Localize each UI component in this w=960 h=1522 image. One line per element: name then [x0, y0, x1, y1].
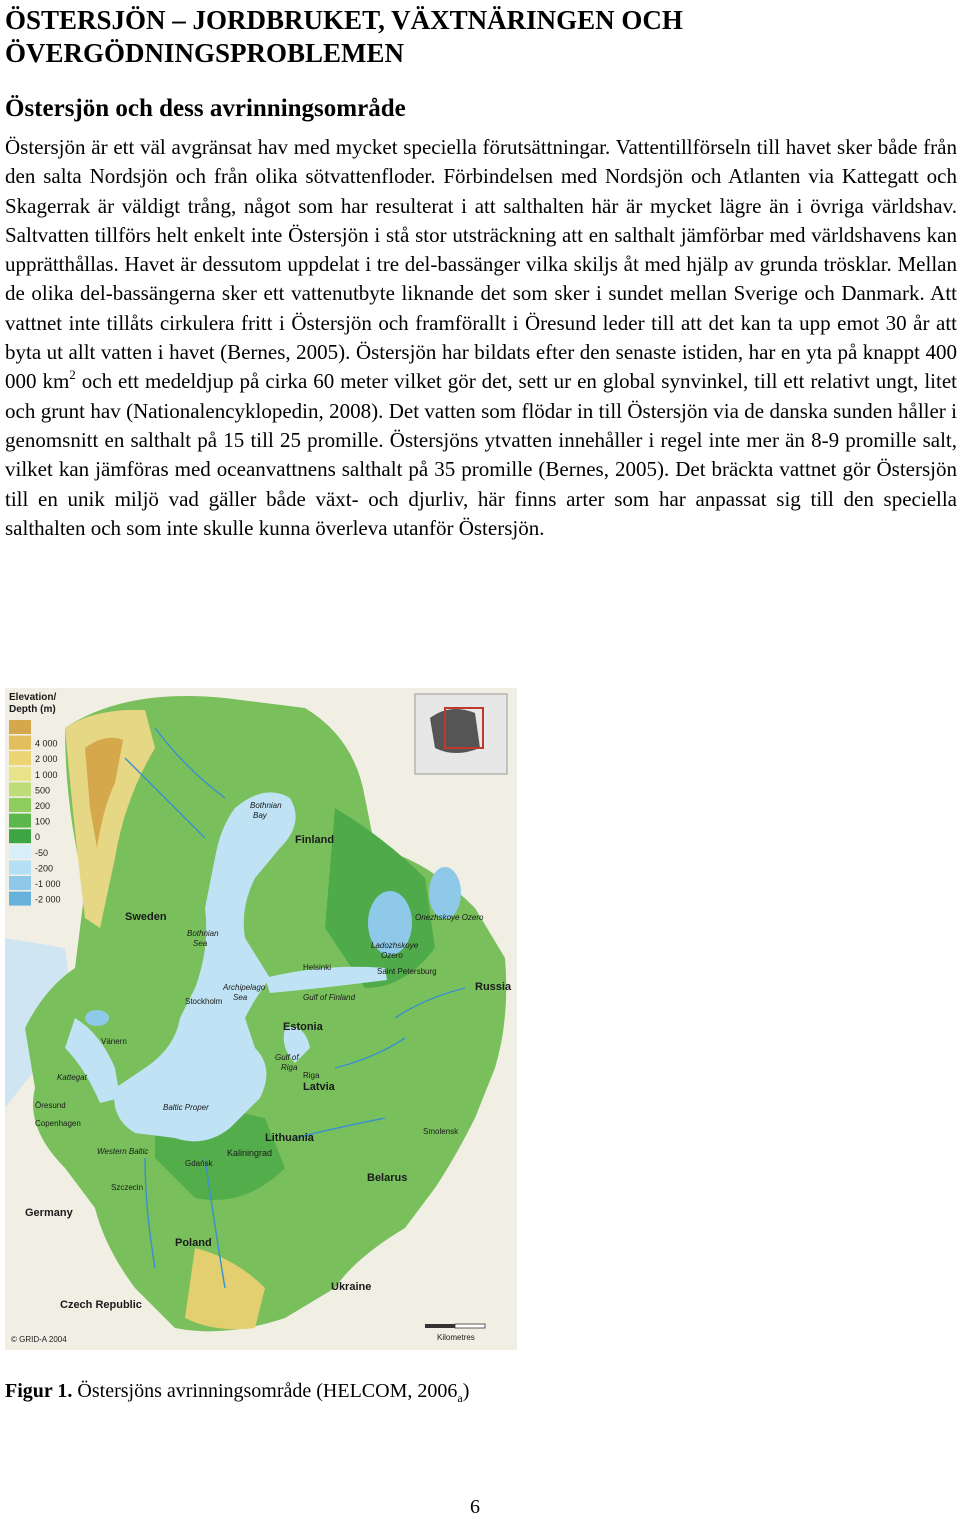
- label-stockholm: Stockholm: [185, 997, 223, 1006]
- label-ladoga-2: Ozero: [381, 951, 403, 960]
- label-belarus: Belarus: [367, 1172, 408, 1184]
- legend-label: -2 000: [35, 894, 61, 905]
- label-estonia: Estonia: [283, 1021, 323, 1033]
- legend-label: -200: [35, 863, 54, 874]
- legend-swatch: [9, 814, 31, 828]
- legend-label: 2 000: [35, 754, 58, 765]
- legend-label: 4 000: [35, 738, 58, 749]
- document-title: ÖSTERSJÖN – JORDBRUKET, VÄXTNÄRINGEN OCH ÖVERGÖDNINGSPROBLEMEN: [5, 5, 683, 68]
- label-riga: Riga: [303, 1071, 320, 1080]
- label-sweden: Sweden: [125, 911, 167, 923]
- caption-subscript: a: [457, 1391, 463, 1405]
- legend-swatch: [9, 798, 31, 812]
- figure-caption: [5, 1378, 469, 1411]
- label-oresund: Öresund: [35, 1101, 66, 1110]
- label-bothnian-sea-2: Sea: [193, 939, 208, 948]
- label-russia: Russia: [475, 981, 512, 993]
- paragraph-part-1: Östersjön är ett väl avgränsat hav med mycket speciella förutsättningar. Vattentillförseln till havet sker både från den salta Nordsjön och från olika sötvattenfloder. Förbindelsen med Nordsjön och Atlanten via Kattegatt och Skagerrak är väldigt trång, något som har resulterat i att salthalten här är mycket lägre än i övriga världshav. Saltvatten tillförs helt enkelt inte Östersjön i stå stor utsträckning att en salthalt jämförbar med världshavens kan upprätthållas. Havet är dessutom uppdelat i tre del-bassänger vilka skiljs åt med hjälp av grunda trösklar. Mellan de olika del-bassängerna sker ett vattenutbyte liknande det som sker i sundet mellan Sverige och Danmark. Att vattnet inte tillåts cirkulera fritt i Östersjön och framförallt i Öresund leder till att det kan ta upp emot 30 år att byta ut allt vatten i havet (Bernes, 2005). Östersjön har bildats efter den senaste istiden, har en yta på knappt 400 000 km: [5, 135, 957, 394]
- legend-title-2: Depth (m): [9, 704, 56, 715]
- label-kattegat: Kattegat: [57, 1073, 87, 1082]
- label-western-baltic: Western Baltic: [97, 1147, 149, 1156]
- label-archipelago-1: Archipelago: [223, 983, 266, 992]
- baltic-drainage-map: [5, 688, 517, 1350]
- label-lithuania: Lithuania: [265, 1132, 314, 1144]
- label-helsinki: Helsinki: [303, 963, 332, 972]
- legend-label: 1 000: [35, 769, 58, 780]
- legend-swatch: [9, 751, 31, 765]
- label-gdansk: Gdańsk: [185, 1159, 213, 1168]
- legend-swatch: [9, 767, 31, 781]
- inset-map: [415, 694, 507, 774]
- section-heading: Östersjön och dess avrinningsområde: [5, 95, 406, 122]
- legend-swatch: [9, 720, 31, 734]
- label-ukraine: Ukraine: [331, 1281, 372, 1293]
- legend-swatch: [9, 736, 31, 750]
- label-ladoga-1: Ladozhskoye: [371, 941, 419, 950]
- label-gulf-riga-1: Gulf of: [275, 1053, 299, 1062]
- label-archipelago-2: Sea: [233, 993, 248, 1002]
- page-number: 6: [470, 1496, 480, 1518]
- label-bothnian-bay-1: Bothnian: [250, 801, 282, 810]
- label-szczecin: Szczecin: [111, 1183, 144, 1192]
- legend-label: 100: [35, 816, 51, 827]
- label-bothnian-sea-1: Bothnian: [187, 929, 219, 938]
- caption-close: ): [462, 1380, 470, 1402]
- legend-swatch: [9, 782, 31, 796]
- legend-label: -50: [35, 847, 49, 858]
- label-bothnian-bay-2: Bay: [253, 811, 267, 820]
- legend-label: 500: [35, 785, 51, 796]
- label-gulf-riga-2: Riga: [281, 1063, 298, 1072]
- legend-swatch: [9, 829, 31, 843]
- legend-label: -1 000: [35, 879, 61, 889]
- label-latvia: Latvia: [303, 1081, 335, 1093]
- legend-label: 200: [35, 801, 51, 811]
- label-czech: Czech Republic: [60, 1299, 142, 1311]
- figure-label: Figur 1.: [5, 1380, 73, 1402]
- caption-text: Östersjöns avrinningsområde (HELCOM, 2006: [72, 1380, 458, 1402]
- label-gulf-finland: Gulf of Finland: [303, 993, 356, 1002]
- label-finland: Finland: [295, 834, 335, 846]
- lake-onega: [429, 867, 461, 919]
- label-smolensk: Smolensk: [423, 1127, 459, 1136]
- lake-vanern: [85, 1010, 109, 1026]
- map-copyright: © GRID-A 2004: [11, 1335, 67, 1344]
- legend-label: 0: [35, 832, 41, 843]
- label-onega: Onezhskoye Ozero: [415, 913, 484, 922]
- scale-label: Kilometres: [437, 1333, 475, 1342]
- label-poland: Poland: [175, 1237, 212, 1249]
- label-vanern: Vänern: [101, 1037, 127, 1046]
- label-copenhagen: Copenhagen: [35, 1119, 81, 1128]
- label-germany: Germany: [25, 1207, 73, 1219]
- paragraph-part-2: och ett medeldjup på cirka 60 meter vilket gör det, sett ur en global synvinkel, till ett relativt ungt, litet och grunt hav (Nationalencyklopedin, 2008). Det vatten som flödar in till Östersjön via de danska sunden håller i genomsnitt en salthalt på 15 till 25 promille. Östersjöns ytvatten innehåller i regel inte mer än 8-9 promille salt, vilket kan jämföras med oceanvattnens salthalt på 35 promille (Bernes, 2005). Det bräckta vattnet gör Östersjön till en unik miljö vad gäller både växt- och djurliv, här finns arter som har anpassat sig till den speciella salthalten och som inte skulle kunna överleva utanför Östersjön.: [5, 369, 957, 540]
- label-baltic-proper: Baltic Proper: [163, 1103, 209, 1112]
- legend-swatch: [9, 860, 31, 874]
- legend-swatch: [9, 892, 31, 906]
- label-saint-petersburg: Saint Petersburg: [377, 967, 437, 976]
- legend-swatch: [9, 845, 31, 859]
- legend-title-1: Elevation/: [9, 692, 57, 703]
- superscript-2: 2: [69, 367, 76, 383]
- body-paragraph: [5, 133, 957, 543]
- label-kaliningrad: Kaliningrad: [227, 1148, 273, 1158]
- legend-swatch: [9, 876, 31, 890]
